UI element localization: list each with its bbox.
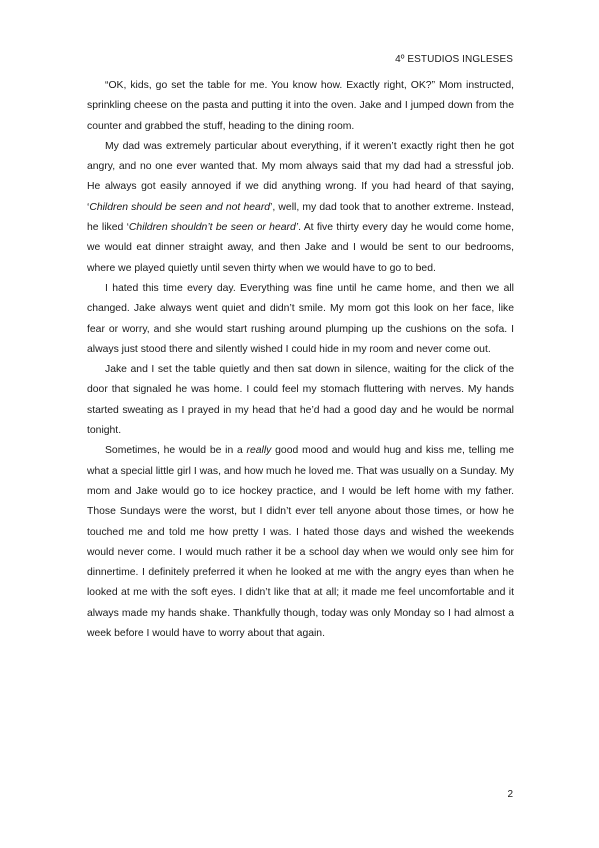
page-number: 2	[507, 789, 513, 800]
paragraph	[87, 76, 514, 137]
paragraph-text: . At five thirty every day he would come home, we would eat dinner straight away, and then Jake and I would be sent to our bedrooms, where we played quietly until seven thirty when we would have to go to bed.	[87, 222, 515, 274]
paragraph-text: Jake and I set the table quietly and then sat down in silence, waiting for the click of the door that signaled he was home. I could feel my stomach fluttering with nerves. My hands started sweating as I prayed in my head that he’d had a good day and he would be normal tonight.	[87, 364, 514, 437]
paragraph	[87, 137, 514, 279]
paragraph	[87, 279, 514, 360]
paragraph-text: “OK, kids, go set the table for me. You know how. Exactly right, OK?” Mom instructed, sprinkling cheese on the pasta and putting it into the oven. Jake and I jumped down from the counter and grabbed the stuff, heading to the dining room.	[87, 80, 514, 132]
paragraph-text: good mood and would hug and kiss me, telling me what a special little girl I was, and how much he loved me. That was usually on a Sunday. My mom and Jake would go to ice hockey practice, and I would be left home with my father. Those Sundays were the worst, but I didn’t ever tell anyone about those times, or how he touched me and told me how pretty I was. I hated those days and wished the weekends would never come. I would much rather it be a school day when we would only see him for dinnertime. I definitely preferred it when he looked at me with the angry eyes than when he looked at me with the soft eyes. I didn’t like that at all; it made me feel uncomfortable and it always made my hands shake. Thankfully though, today was only Monday so I had almost a week before I would have to worry about that again.	[87, 445, 514, 640]
italic-emphasis: really	[246, 445, 272, 457]
paragraph	[87, 360, 514, 441]
paragraph-text: My dad was extremely particular about everything, if it weren’t exactly right then he got angry, and no one ever wanted that. My mom always said that my dad had a stressful job. He always got easily annoyed if we did anything wrong. If you had heard of that saying, ‘	[87, 140, 514, 213]
paragraph-text: Sometimes, he would be in a	[105, 445, 247, 457]
paragraph-text: ’, well, my dad took that to another extreme. Instead, he liked ‘	[87, 201, 514, 234]
italic-quote: Children should be seen and not heard	[89, 201, 271, 213]
paragraph-text: I hated this time every day. Everything was fine until he came home, and then we all changed. Jake always went quiet and didn’t smile. My mom got this look on her face, like fear or worry, and she would start rushing around plumping up the cushions on the sofa. I always just stood there and silently wished I could hide in my room and never come out.	[87, 282, 514, 355]
italic-quote: Children shouldn’t be seen or heard’	[128, 222, 299, 234]
running-header: 4º ESTUDIOS INGLESES	[395, 54, 513, 65]
paragraph	[87, 441, 514, 644]
body-text	[87, 76, 514, 644]
